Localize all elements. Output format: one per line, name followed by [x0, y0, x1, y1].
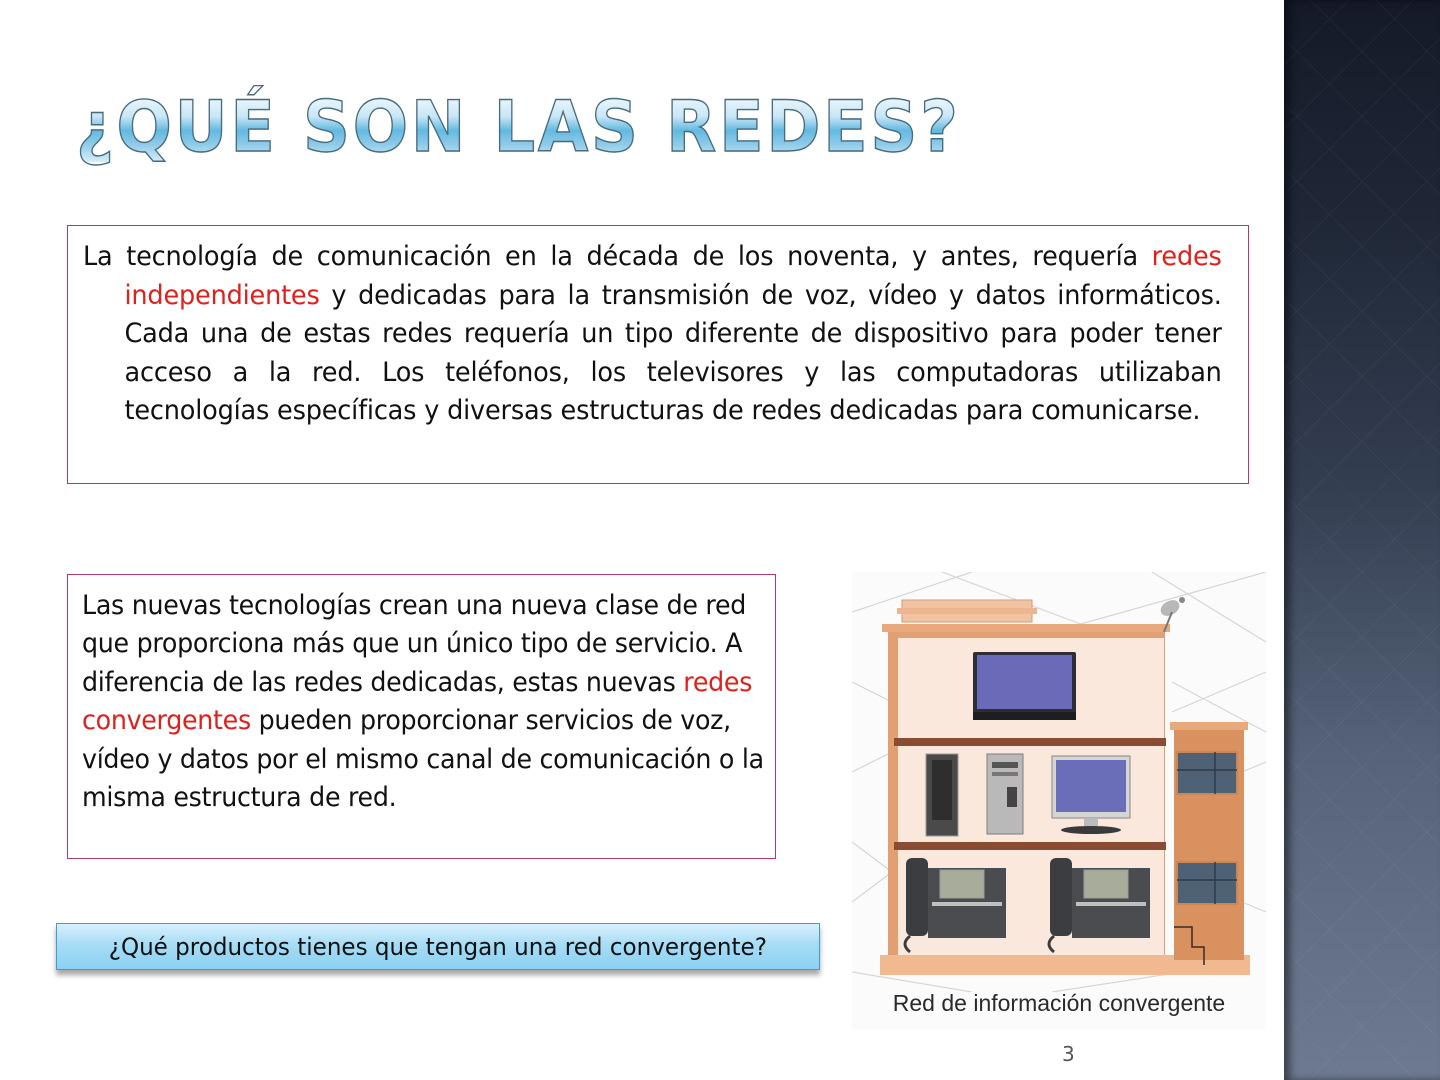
- decorative-side-panel: [1284, 0, 1440, 1080]
- highlight-redes-independientes: redes independientes: [124, 241, 1222, 311]
- page-number: 3: [1062, 1042, 1075, 1066]
- paragraph-converged-networks: [82, 587, 770, 817]
- paragraph-text: La tecnología de comunicación en la década de los noventa, y antes, requería: [83, 241, 1152, 272]
- paragraph-legacy-networks: [83, 238, 1222, 431]
- converged-network-illustration: [852, 572, 1266, 1030]
- slide-title: ¿QUÉ SON LAS REDES?: [76, 86, 961, 168]
- paragraph-text: pueden proporcionar servicios de voz, vídeo y datos por el mismo canal de comunicación o la misma estructura de red.: [82, 705, 764, 814]
- question-callout: [56, 923, 820, 970]
- figure-caption: Red de información convergente: [892, 990, 1226, 1016]
- question-text: ¿Qué productos tienes que tengan una red convergente?: [108, 932, 768, 961]
- desktop-tower-icon: [987, 754, 1023, 834]
- highlight-redes-convergentes: redes convergentes: [82, 666, 753, 737]
- television-icon: [973, 652, 1076, 720]
- text-box-legacy-networks: [67, 225, 1249, 484]
- server-tower-icon: [926, 754, 958, 836]
- building-illustration: [852, 572, 1266, 992]
- paragraph-text: y dedicadas para la transmisión de voz, vídeo y datos informáticos. Cada una de estas redes requería un tipo diferente de dispositivo para poder tener acceso a la red. Los teléfonos, los televisores y las computadoras utilizaban tecnologías específicas y diversas estructuras de redes dedicadas para comunicarse.: [124, 279, 1222, 427]
- text-box-converged-networks: [67, 574, 776, 859]
- paragraph-text: Las nuevas tecnologías crean una nueva clase de red que proporciona más que un único tipo de servicio. A diferencia de las redes dedicadas, estas nuevas: [82, 590, 747, 698]
